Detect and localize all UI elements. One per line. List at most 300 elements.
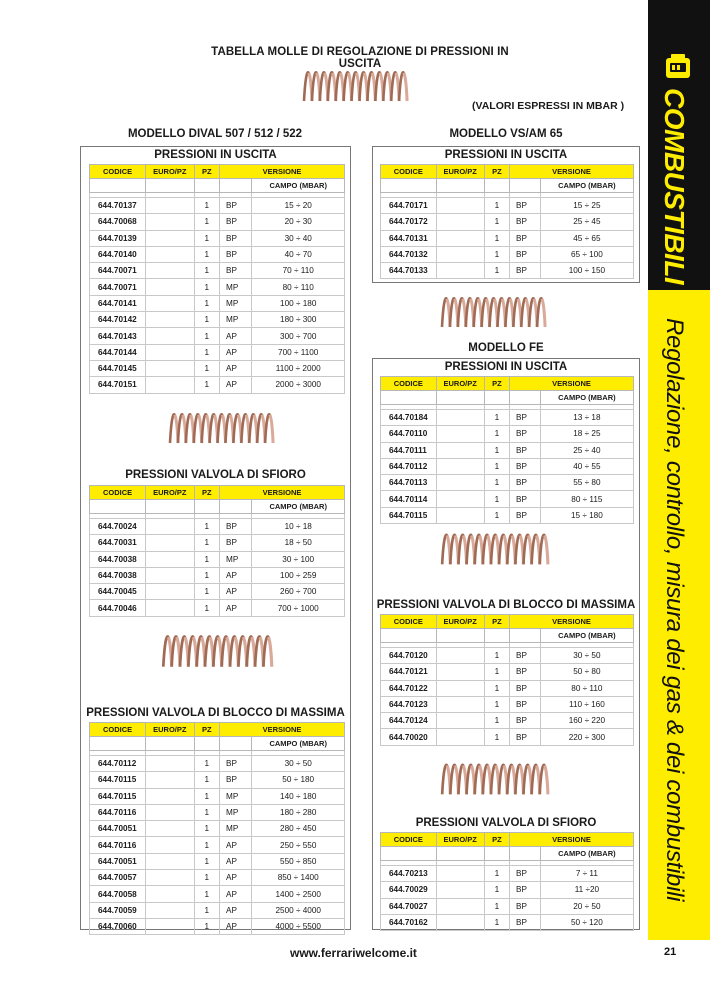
table-row <box>90 246 345 262</box>
column-header: CODICE <box>90 486 146 500</box>
range-cell: 80 ÷ 110 <box>540 680 633 696</box>
version-cell: BP <box>510 491 541 507</box>
table-row <box>381 426 634 442</box>
version-cell: AP <box>220 360 252 376</box>
quantity-cell: 1 <box>484 914 509 930</box>
price-cell <box>146 198 194 214</box>
product-code: 644.70071 <box>90 263 146 279</box>
price-cell <box>436 246 484 262</box>
version-cell: BP <box>510 246 541 262</box>
product-code: 644.70071 <box>90 279 146 295</box>
table-row <box>90 837 345 853</box>
product-code: 644.70139 <box>90 230 146 246</box>
range-cell: 70 ÷ 110 <box>252 263 345 279</box>
quantity-cell: 1 <box>484 263 509 279</box>
range-cell: 40 ÷ 55 <box>540 458 633 474</box>
price-cell <box>436 882 484 898</box>
product-code: 644.70116 <box>90 837 146 853</box>
table-row <box>90 804 345 820</box>
product-code: 644.70131 <box>381 230 437 246</box>
table-row <box>381 664 634 680</box>
quantity-cell: 1 <box>194 519 220 535</box>
table-dival-block <box>89 722 345 935</box>
range-cell: 20 ÷ 50 <box>540 898 633 914</box>
quantity-cell: 1 <box>194 902 220 918</box>
version-cell: AP <box>220 377 252 393</box>
column-header: PZ <box>484 165 509 179</box>
version-cell: MP <box>220 821 252 837</box>
table-row <box>381 729 634 745</box>
column-header: CAMPO (MBAR) <box>540 391 633 405</box>
range-cell: 4000 ÷ 5500 <box>252 918 345 934</box>
product-code: 644.70059 <box>90 902 146 918</box>
range-cell: 30 ÷ 50 <box>252 756 345 772</box>
column-header: CAMPO (MBAR) <box>252 500 345 514</box>
product-code: 644.70029 <box>381 882 437 898</box>
price-cell <box>146 360 194 376</box>
range-cell: 7 ÷ 11 <box>540 866 633 882</box>
quantity-cell: 1 <box>194 263 220 279</box>
spring-image <box>164 410 279 448</box>
table-row <box>90 295 345 311</box>
range-cell: 160 ÷ 220 <box>540 713 633 729</box>
price-cell <box>436 648 484 664</box>
version-cell: MP <box>220 788 252 804</box>
quantity-cell: 1 <box>194 377 220 393</box>
table-row <box>90 535 345 551</box>
quantity-cell: 1 <box>194 788 220 804</box>
price-cell <box>436 410 484 426</box>
product-code: 644.70213 <box>381 866 437 882</box>
column-header: PZ <box>484 615 509 629</box>
sidebar-subtitle: Regolazione, controllo, misura dei gas & dei combustibili <box>661 318 688 902</box>
table-row <box>90 214 345 230</box>
range-cell: 1100 ÷ 2000 <box>252 360 345 376</box>
quantity-cell: 1 <box>484 507 509 523</box>
range-cell: 55 ÷ 80 <box>540 475 633 491</box>
table-row <box>381 214 634 230</box>
quantity-cell: 1 <box>194 772 220 788</box>
product-code: 644.70132 <box>381 246 437 262</box>
price-cell <box>146 377 194 393</box>
range-cell: 25 ÷ 45 <box>540 214 633 230</box>
section-title-fe-relief: PRESSIONI VALVOLA DI SFIORO <box>415 817 597 829</box>
version-cell: BP <box>510 914 541 930</box>
price-cell <box>146 246 194 262</box>
table-row <box>90 263 345 279</box>
price-cell <box>146 263 194 279</box>
column-header: VERSIONE <box>510 833 634 847</box>
table-row <box>90 584 345 600</box>
version-cell: MP <box>220 804 252 820</box>
price-cell <box>436 263 484 279</box>
spring-image <box>436 760 554 800</box>
quantity-cell: 1 <box>194 886 220 902</box>
quantity-cell: 1 <box>194 756 220 772</box>
model-title-dival: MODELLO DIVAL 507 / 512 / 522 <box>127 128 303 140</box>
product-code: 644.70045 <box>90 584 146 600</box>
table-row <box>90 902 345 918</box>
range-cell: 2500 ÷ 4000 <box>252 902 345 918</box>
version-cell: BP <box>220 756 252 772</box>
range-cell: 15 ÷ 180 <box>540 507 633 523</box>
table-fe-relief <box>380 832 634 931</box>
version-cell: BP <box>510 882 541 898</box>
table-row <box>90 377 345 393</box>
version-cell: AP <box>220 837 252 853</box>
quantity-cell: 1 <box>194 918 220 934</box>
version-cell: BP <box>510 680 541 696</box>
spring-image <box>436 530 554 570</box>
table-row <box>90 344 345 360</box>
column-header: VERSIONE <box>510 377 634 391</box>
version-cell: AP <box>220 918 252 934</box>
product-code: 644.70162 <box>381 914 437 930</box>
price-cell <box>146 567 194 583</box>
quantity-cell: 1 <box>484 680 509 696</box>
column-header: CODICE <box>381 833 437 847</box>
table-row <box>90 551 345 567</box>
column-header: CAMPO (MBAR) <box>252 737 345 751</box>
product-code: 644.70038 <box>90 551 146 567</box>
column-header: CODICE <box>90 723 146 737</box>
price-cell <box>436 475 484 491</box>
table-row <box>381 680 634 696</box>
quantity-cell: 1 <box>194 837 220 853</box>
quantity-cell: 1 <box>484 713 509 729</box>
range-cell: 50 ÷ 120 <box>540 914 633 930</box>
price-cell <box>146 853 194 869</box>
version-cell: AP <box>220 870 252 886</box>
quantity-cell: 1 <box>194 344 220 360</box>
range-cell: 80 ÷ 115 <box>540 491 633 507</box>
range-cell: 280 ÷ 450 <box>252 821 345 837</box>
range-cell: 700 ÷ 1000 <box>252 600 345 616</box>
price-cell <box>436 491 484 507</box>
price-cell <box>146 551 194 567</box>
price-cell <box>146 870 194 886</box>
product-code: 644.70121 <box>381 664 437 680</box>
product-code: 644.70110 <box>381 426 437 442</box>
table-row <box>90 230 345 246</box>
quantity-cell: 1 <box>194 567 220 583</box>
version-cell: AP <box>220 328 252 344</box>
table-row <box>381 898 634 914</box>
product-code: 644.70024 <box>90 519 146 535</box>
product-code: 644.70031 <box>90 535 146 551</box>
table-row <box>90 600 345 616</box>
quantity-cell: 1 <box>194 535 220 551</box>
model-title-fe: MODELLO FE <box>468 342 544 354</box>
version-cell: BP <box>220 246 252 262</box>
column-header: VERSIONE <box>220 723 345 737</box>
quantity-cell: 1 <box>484 882 509 898</box>
table-row <box>90 886 345 902</box>
price-cell <box>146 519 194 535</box>
quantity-cell: 1 <box>194 804 220 820</box>
version-cell: BP <box>510 648 541 664</box>
price-cell <box>146 886 194 902</box>
table-row <box>90 312 345 328</box>
version-cell: BP <box>220 263 252 279</box>
spring-image <box>436 292 551 334</box>
range-cell: 80 ÷ 110 <box>252 279 345 295</box>
table-row <box>381 866 634 882</box>
table-row <box>90 198 345 214</box>
price-cell <box>146 756 194 772</box>
version-cell: MP <box>220 295 252 311</box>
table-row <box>381 263 634 279</box>
price-cell <box>436 426 484 442</box>
table-row <box>90 870 345 886</box>
price-cell <box>146 344 194 360</box>
table-row <box>90 918 345 934</box>
column-header: PZ <box>484 377 509 391</box>
product-code: 644.70171 <box>381 198 437 214</box>
price-cell <box>146 772 194 788</box>
table-row <box>90 328 345 344</box>
column-header: EURO/PZ <box>436 165 484 179</box>
column-header: VERSIONE <box>510 615 634 629</box>
price-cell <box>146 584 194 600</box>
table-row <box>90 756 345 772</box>
table-row <box>381 713 634 729</box>
version-cell: BP <box>510 442 541 458</box>
version-cell: BP <box>510 507 541 523</box>
table-row <box>90 279 345 295</box>
price-cell <box>436 214 484 230</box>
column-header: VERSIONE <box>510 165 634 179</box>
section-title-fe-outlet: PRESSIONI IN USCITA <box>444 361 568 373</box>
quantity-cell: 1 <box>484 442 509 458</box>
product-code: 644.70144 <box>90 344 146 360</box>
quantity-cell: 1 <box>194 295 220 311</box>
version-cell: BP <box>510 475 541 491</box>
range-cell: 45 ÷ 65 <box>540 230 633 246</box>
quantity-cell: 1 <box>484 648 509 664</box>
version-cell: MP <box>220 551 252 567</box>
range-cell: 260 ÷ 700 <box>252 584 345 600</box>
table-row <box>381 648 634 664</box>
version-cell: MP <box>220 312 252 328</box>
version-cell: MP <box>220 279 252 295</box>
quantity-cell: 1 <box>194 360 220 376</box>
product-code: 644.70051 <box>90 853 146 869</box>
price-cell <box>436 458 484 474</box>
range-cell: 15 ÷ 25 <box>540 198 633 214</box>
table-row <box>381 442 634 458</box>
quantity-cell: 1 <box>484 866 509 882</box>
price-cell <box>146 535 194 551</box>
column-header: PZ <box>194 723 220 737</box>
column-header: CODICE <box>381 377 437 391</box>
version-cell: BP <box>510 458 541 474</box>
table-row <box>381 696 634 712</box>
quantity-cell: 1 <box>194 821 220 837</box>
footer-url[interactable]: www.ferrariwelcome.it <box>290 946 417 960</box>
quantity-cell: 1 <box>484 426 509 442</box>
gas-meter-icon <box>663 52 693 80</box>
column-header: PZ <box>194 486 220 500</box>
quantity-cell: 1 <box>484 230 509 246</box>
product-code: 644.70020 <box>381 729 437 745</box>
price-cell <box>146 788 194 804</box>
column-header: VERSIONE <box>220 486 345 500</box>
quantity-cell: 1 <box>484 491 509 507</box>
section-title-dival-relief: PRESSIONI VALVOLA DI SFIORO <box>125 469 306 481</box>
quantity-cell: 1 <box>194 600 220 616</box>
version-cell: BP <box>220 198 252 214</box>
product-code: 644.70184 <box>381 410 437 426</box>
column-header: EURO/PZ <box>436 377 484 391</box>
version-cell: BP <box>510 263 541 279</box>
version-cell: AP <box>220 886 252 902</box>
quantity-cell: 1 <box>484 696 509 712</box>
section-title-dival-outlet: PRESSIONI IN USCITA <box>154 149 277 161</box>
spring-image <box>298 68 413 106</box>
table-row <box>381 491 634 507</box>
section-title-dival-block: PRESSIONI VALVOLA DI BLOCCO DI MASSIMA <box>86 707 345 719</box>
price-cell <box>436 729 484 745</box>
table-row <box>90 821 345 837</box>
version-cell: BP <box>510 426 541 442</box>
table-row <box>381 914 634 930</box>
product-code: 644.70140 <box>90 246 146 262</box>
version-cell: BP <box>220 772 252 788</box>
range-cell: 250 ÷ 550 <box>252 837 345 853</box>
range-cell: 65 ÷ 100 <box>540 246 633 262</box>
price-cell <box>436 713 484 729</box>
version-cell: BP <box>510 729 541 745</box>
range-cell: 11 ÷20 <box>540 882 633 898</box>
product-code: 644.70060 <box>90 918 146 934</box>
range-cell: 40 ÷ 70 <box>252 246 345 262</box>
quantity-cell: 1 <box>484 214 509 230</box>
price-cell <box>146 821 194 837</box>
price-cell <box>436 898 484 914</box>
column-header: CAMPO (MBAR) <box>540 629 633 643</box>
table-row <box>90 788 345 804</box>
table-row <box>381 198 634 214</box>
product-code: 644.70172 <box>381 214 437 230</box>
product-code: 644.70124 <box>381 713 437 729</box>
price-cell <box>436 507 484 523</box>
range-cell: 18 ÷ 25 <box>540 426 633 442</box>
model-title-vs: MODELLO VS/AM 65 <box>449 128 563 140</box>
range-cell: 2000 ÷ 3000 <box>252 377 345 393</box>
price-cell <box>436 866 484 882</box>
quantity-cell: 1 <box>484 198 509 214</box>
table-row <box>90 853 345 869</box>
spring-image <box>150 632 285 672</box>
product-code: 644.70151 <box>90 377 146 393</box>
version-cell: AP <box>220 902 252 918</box>
price-cell <box>436 442 484 458</box>
page-number: 21 <box>664 946 677 958</box>
range-cell: 850 ÷ 1400 <box>252 870 345 886</box>
column-header: CODICE <box>381 615 437 629</box>
range-cell: 700 ÷ 1100 <box>252 344 345 360</box>
column-header: PZ <box>484 833 509 847</box>
column-header: PZ <box>194 165 220 179</box>
quantity-cell: 1 <box>194 551 220 567</box>
range-cell: 140 ÷ 180 <box>252 788 345 804</box>
quantity-cell: 1 <box>484 246 509 262</box>
table-row <box>90 360 345 376</box>
product-code: 644.70120 <box>381 648 437 664</box>
table-fe-block <box>380 614 634 746</box>
price-cell <box>146 600 194 616</box>
range-cell: 50 ÷ 80 <box>540 664 633 680</box>
table-fe-outlet <box>380 376 634 524</box>
column-header: CAMPO (MBAR) <box>252 179 345 193</box>
version-cell: BP <box>220 214 252 230</box>
product-code: 644.70145 <box>90 360 146 376</box>
quantity-cell: 1 <box>194 198 220 214</box>
table-row <box>90 772 345 788</box>
range-cell: 180 ÷ 280 <box>252 804 345 820</box>
quantity-cell: 1 <box>484 475 509 491</box>
range-cell: 100 ÷ 180 <box>252 295 345 311</box>
product-code: 644.70137 <box>90 198 146 214</box>
section-title-fe-block: PRESSIONI VALVOLA DI BLOCCO DI MASSIMA <box>376 599 636 611</box>
product-code: 644.70115 <box>90 772 146 788</box>
product-code: 644.70113 <box>381 475 437 491</box>
page-title: TABELLA MOLLE DI REGOLAZIONE DI PRESSIONI IN USCITA <box>211 46 509 70</box>
quantity-cell: 1 <box>484 898 509 914</box>
version-cell: BP <box>510 713 541 729</box>
price-cell <box>146 918 194 934</box>
quantity-cell: 1 <box>194 328 220 344</box>
product-code: 644.70068 <box>90 214 146 230</box>
version-cell: BP <box>510 214 541 230</box>
version-cell: AP <box>220 853 252 869</box>
version-cell: AP <box>220 584 252 600</box>
version-cell: BP <box>220 230 252 246</box>
range-cell: 13 ÷ 18 <box>540 410 633 426</box>
version-cell: BP <box>510 410 541 426</box>
table-row <box>381 410 634 426</box>
price-cell <box>436 664 484 680</box>
version-cell: BP <box>510 866 541 882</box>
price-cell <box>146 902 194 918</box>
product-code: 644.70051 <box>90 821 146 837</box>
product-code: 644.70116 <box>90 804 146 820</box>
column-header: CAMPO (MBAR) <box>540 179 633 193</box>
table-row <box>90 567 345 583</box>
product-code: 644.70058 <box>90 886 146 902</box>
price-cell <box>436 696 484 712</box>
column-header: EURO/PZ <box>436 833 484 847</box>
product-code: 644.70133 <box>381 263 437 279</box>
product-code: 644.70112 <box>381 458 437 474</box>
quantity-cell: 1 <box>194 312 220 328</box>
sidebar-category: COMBUSTIBILI <box>659 88 690 285</box>
section-title-vs-outlet: PRESSIONI IN USCITA <box>444 149 568 161</box>
version-cell: AP <box>220 567 252 583</box>
table-row <box>381 458 634 474</box>
price-cell <box>146 312 194 328</box>
column-header: EURO/PZ <box>146 486 194 500</box>
product-code: 644.70122 <box>381 680 437 696</box>
column-header: EURO/PZ <box>146 165 194 179</box>
version-cell: BP <box>510 198 541 214</box>
quantity-cell: 1 <box>194 870 220 886</box>
table-row <box>381 246 634 262</box>
column-header: CODICE <box>381 165 437 179</box>
column-header: EURO/PZ <box>436 615 484 629</box>
range-cell: 25 ÷ 40 <box>540 442 633 458</box>
